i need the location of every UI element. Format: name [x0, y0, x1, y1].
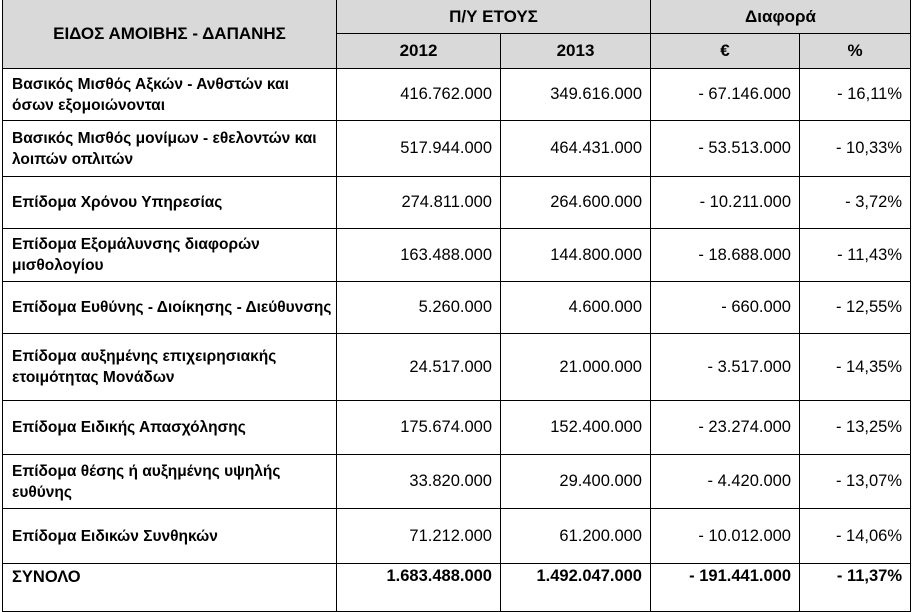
euro-header: € — [651, 34, 800, 69]
value-2013: 29.400.000 — [501, 455, 651, 509]
value-2013: 4.600.000 — [501, 282, 651, 334]
difference-percent: - 13,07% — [800, 455, 911, 509]
row-label: Επίδομα Ευθύνης - Διοίκησης - Διεύθυνσης — [3, 282, 337, 334]
value-2012: 24.517.000 — [337, 334, 501, 401]
type-header: ΕΙΔΟΣ ΑΜΟΙΒΗΣ - ΔΑΠΑΝΗΣ — [3, 0, 337, 69]
difference-euro: - 10.211.000 — [651, 177, 800, 229]
difference-percent: - 10,33% — [800, 121, 911, 177]
year-2012-header: 2012 — [337, 34, 501, 69]
row-label: Βασικός Μισθός Αξκών - Ανθστών και όσων εξομοιώνονται — [3, 69, 337, 121]
difference-percent: - 14,06% — [800, 509, 911, 564]
difference-percent: - 13,25% — [800, 401, 911, 455]
difference-euro: - 4.420.000 — [651, 455, 800, 509]
value-2012: 33.820.000 — [337, 455, 501, 509]
value-2012: 274.811.000 — [337, 177, 501, 229]
table-row — [3, 455, 911, 509]
table-row — [3, 177, 911, 229]
difference-euro: - 10.012.000 — [651, 509, 800, 564]
row-label: Επίδομα αυξημένης επιχειρησιακής ετοιμότητας Μονάδων — [3, 334, 337, 401]
difference-percent: - 12,55% — [800, 282, 911, 334]
row-label: Βασικός Μισθός μονίμων - εθελοντών και λοιπών οπλιτών — [3, 121, 337, 177]
difference-header: Διαφορά — [651, 0, 911, 34]
total-difference-percent: - 11,37% — [800, 564, 911, 612]
table-row — [3, 401, 911, 455]
table-row — [3, 229, 911, 282]
table-row — [3, 121, 911, 177]
value-2013: 144.800.000 — [501, 229, 651, 282]
difference-euro: - 660.000 — [651, 282, 800, 334]
percent-header: % — [800, 34, 911, 69]
value-2013: 21.000.000 — [501, 334, 651, 401]
difference-euro: - 23.274.000 — [651, 401, 800, 455]
value-2012: 5.260.000 — [337, 282, 501, 334]
difference-euro: - 3.517.000 — [651, 334, 800, 401]
total-2012: 1.683.488.000 — [337, 564, 501, 612]
row-label: Επίδομα Ειδικής Απασχόλησης — [3, 401, 337, 455]
value-2012: 71.212.000 — [337, 509, 501, 564]
value-2012: 416.762.000 — [337, 69, 501, 121]
value-2013: 61.200.000 — [501, 509, 651, 564]
header-row-1 — [3, 0, 911, 34]
difference-percent: - 16,11% — [800, 69, 911, 121]
budget-comparison-table — [2, 0, 911, 612]
difference-percent: - 3,72% — [800, 177, 911, 229]
year-2013-header: 2013 — [501, 34, 651, 69]
table-row — [3, 509, 911, 564]
budget-year-header: Π/Υ ΕΤΟΥΣ — [337, 0, 651, 34]
table-row — [3, 282, 911, 334]
total-2013: 1.492.047.000 — [501, 564, 651, 612]
value-2013: 152.400.000 — [501, 401, 651, 455]
table-row — [3, 334, 911, 401]
row-label: Επίδομα Χρόνου Υπηρεσίας — [3, 177, 337, 229]
value-2012: 517.944.000 — [337, 121, 501, 177]
table-row — [3, 69, 911, 121]
value-2013: 264.600.000 — [501, 177, 651, 229]
row-label: Επίδομα Εξομάλυνσης διαφορών μισθολογίου — [3, 229, 337, 282]
row-label: Επίδομα θέσης ή αυξημένης υψηλής ευθύνης — [3, 455, 337, 509]
total-difference-euro: - 191.441.000 — [651, 564, 800, 612]
row-label: Επίδομα Ειδικών Συνθηκών — [3, 509, 337, 564]
total-label: ΣΥΝΟΛΟ — [3, 564, 337, 612]
value-2012: 175.674.000 — [337, 401, 501, 455]
total-row — [3, 564, 911, 612]
difference-percent: - 11,43% — [800, 229, 911, 282]
value-2013: 349.616.000 — [501, 69, 651, 121]
difference-euro: - 67.146.000 — [651, 69, 800, 121]
difference-euro: - 53.513.000 — [651, 121, 800, 177]
difference-percent: - 14,35% — [800, 334, 911, 401]
value-2012: 163.488.000 — [337, 229, 501, 282]
value-2013: 464.431.000 — [501, 121, 651, 177]
difference-euro: - 18.688.000 — [651, 229, 800, 282]
